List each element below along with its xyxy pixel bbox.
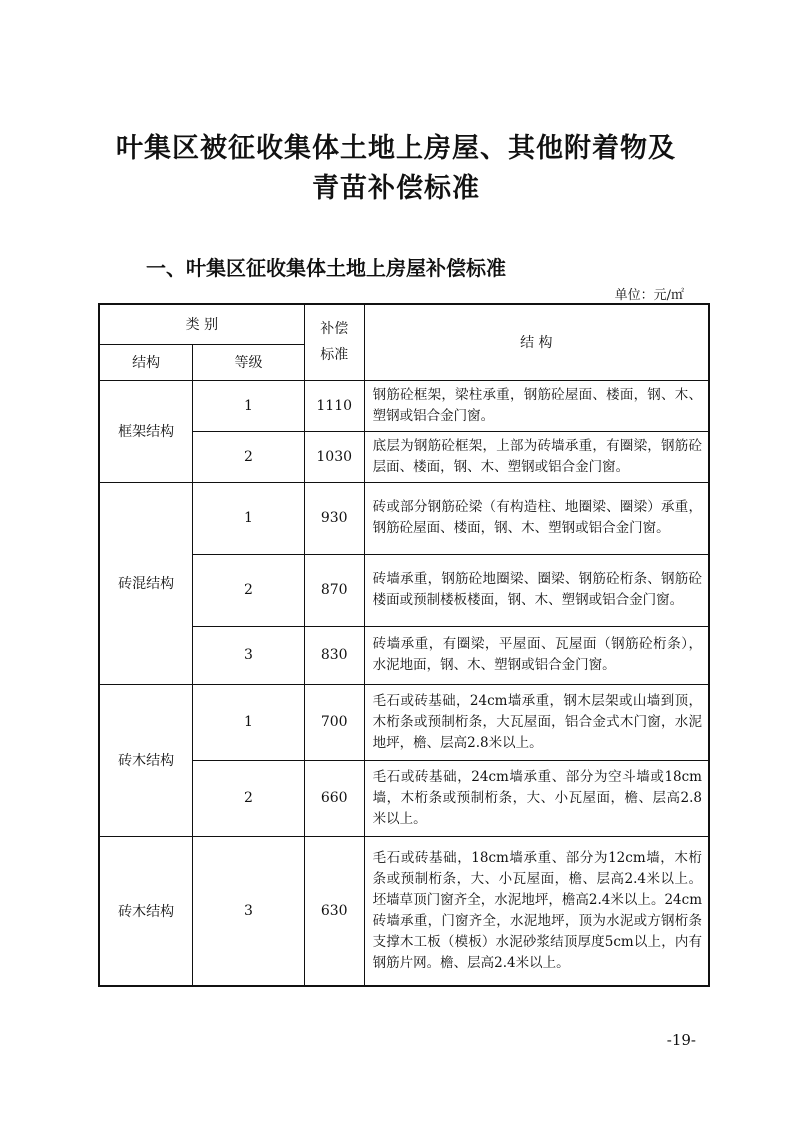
unit-label: 单位：元/㎡ (614, 288, 684, 303)
section-heading: 一、叶集区征收集体土地上房屋补偿标准 (146, 256, 506, 280)
price-cell: 1110 (304, 380, 364, 431)
desc-cell: 底层为钢筋砼框架，上部为砖墙承重，有圈梁，钢筋砼层面、楼面，钢、木、塑钢或铝合金门窗。 (364, 431, 709, 482)
group-name: 砖混结构 (99, 482, 193, 684)
price-cell: 930 (304, 482, 364, 554)
grade-cell: 2 (193, 431, 305, 482)
header-category: 类 别 (99, 304, 304, 344)
desc-cell: 砖墙承重，有圈梁，平屋面、瓦屋面（钢筋砼桁条），水泥地面，钢、木、塑钢或铝合金门窗。 (364, 626, 709, 684)
table-row (99, 380, 709, 431)
grade-cell: 2 (193, 554, 305, 626)
group-name: 砖木结构 (99, 836, 193, 986)
desc-cell: 毛石或砖基础，18cm墙承重、部分为12cm墙，木桁条或预制桁条，大、小瓦屋面，檐、层高2.4米以上。坯墙草顶门窗齐全，水泥地坪，檐高2.4米以上。24cm砖墙承重，门窗齐全，水泥地坪，顶为水泥或方钢桁条支撑木工板（模板）水泥砂浆结顶厚度5cm以上，内有钢筋片网。檐、层高2.4米以上。 (364, 836, 709, 986)
price-cell: 870 (304, 554, 364, 626)
price-cell: 1030 (304, 431, 364, 482)
table-row (99, 482, 709, 554)
header-structure: 结构 (99, 344, 193, 380)
compensation-table (98, 303, 710, 987)
header-row-1 (99, 304, 709, 344)
table-row (99, 836, 709, 986)
header-structure-desc: 结 构 (364, 304, 709, 380)
desc-cell: 毛石或砖基础，24cm墙承重，钢木层架或山墙到顶，木桁条或预制桁条，大瓦屋面，铝合金式木门窗，水泥地坪，檐、层高2.8米以上。 (364, 684, 709, 760)
grade-cell: 3 (193, 836, 305, 986)
price-cell: 660 (304, 760, 364, 836)
header-grade: 等级 (193, 344, 305, 380)
grade-cell: 2 (193, 760, 305, 836)
grade-cell: 1 (193, 482, 305, 554)
desc-cell: 毛石或砖基础，24cm墙承重、部分为空斗墙或18cm墙，木桁条或预制桁条，大、小瓦屋面，檐、层高2.8米以上。 (364, 760, 709, 836)
group-name: 砖木结构 (99, 684, 193, 836)
grade-cell: 1 (193, 380, 305, 431)
desc-cell: 砖或部分钢筋砼梁（有构造柱、地圈梁、圈梁）承重，钢筋砼屋面、楼面，钢、木、塑钢或铝合金门窗。 (364, 482, 709, 554)
table-row (99, 684, 709, 760)
page-number: -19- (666, 1031, 696, 1049)
header-compensation: 补偿 标准 (304, 304, 364, 380)
document-title-line-1: 叶集区被征收集体土地上房屋、其他附着物及 (116, 133, 676, 164)
price-cell: 830 (304, 626, 364, 684)
price-cell: 700 (304, 684, 364, 760)
price-cell: 630 (304, 836, 364, 986)
desc-cell: 钢筋砼框架，梁柱承重，钢筋砼屋面、楼面，钢、木、塑钢或铝合金门窗。 (364, 380, 709, 431)
group-name: 框架结构 (99, 380, 193, 482)
grade-cell: 1 (193, 684, 305, 760)
grade-cell: 3 (193, 626, 305, 684)
desc-cell: 砖墙承重，钢筋砼地圈梁、圈梁、钢筋砼桁条、钢筋砼楼面或预制楼板楼面，钢、木、塑钢或铝合金门窗。 (364, 554, 709, 626)
document-title-line-2: 青苗补偿标准 (312, 173, 480, 204)
